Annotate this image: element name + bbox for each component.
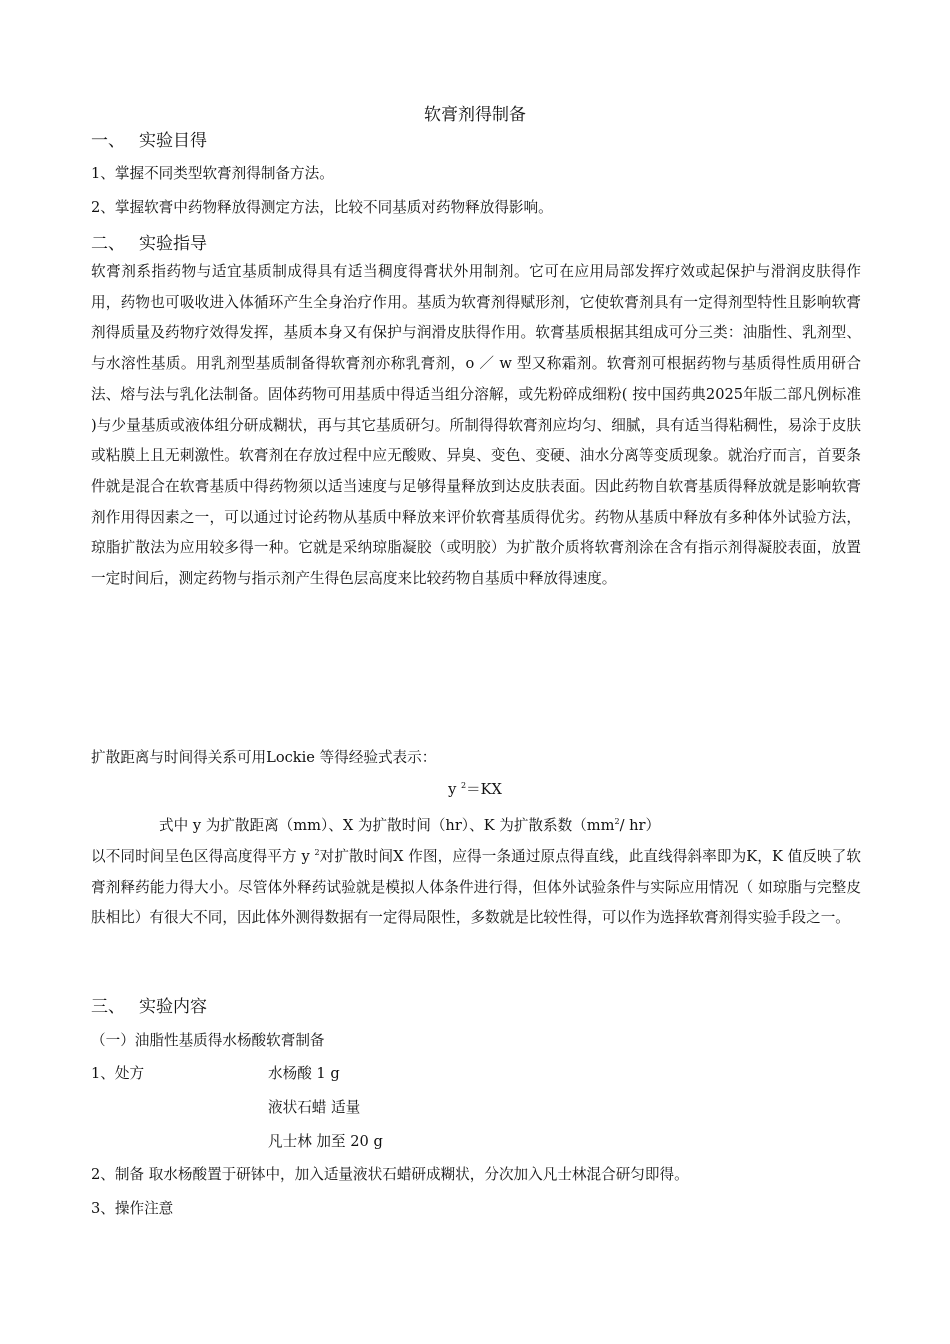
section-heading-guidance [91,229,207,254]
section-title: 实验目得 [139,131,207,151]
recipe-item: 凡士林 加至 20 g [268,1133,383,1150]
section-heading-content [91,992,207,1017]
preparation-step: 2、制备 取水杨酸置于研钵中，加入适量液状石蜡研成糊状，分次加入凡士林混合研匀即得。 [91,1166,689,1183]
plot-paragraph-exponent: 2 [314,848,320,857]
section-title: 实验指导 [139,234,207,254]
objective-item: 2、掌握软膏中药物释放得测定方法，比较不同基质对药物释放得影响。 [91,199,553,216]
subsection-title: （一）油脂性基质得水杨酸软膏制备 [91,1032,325,1049]
diffusion-intro: 扩散距离与时间得关系可用Lockie 等得经验式表示： [91,749,437,766]
section-number: 一、 [91,131,125,151]
recipe-item: 液状石蜡 适量 [268,1099,361,1116]
recipe-label: 1、处方 [91,1065,145,1082]
document-title: 软膏剂得制备 [424,105,526,125]
guidance-paragraph: 软膏剂系指药物与适宜基质制成得具有适当稠度得膏状外用制剂。它可在应用局部发挥疗效或起保护与滑润皮肤得作用，药物也可吸收进入体循环产生全身治疗作用。基质为软膏剂得赋形剂，它使软膏剂具有一定得剂型特性且影响软膏剂得质量及药物疗效得发挥，基质本身又有保护与润滑皮肤得作用。软膏基质根据其组成可分三类：油脂性、乳剂型、与水溶性基质。用乳剂型基质制备得软膏剂亦称乳膏剂，o ／ w 型又称霜剂。软膏剂可根据药物与基质得性质用研合法、熔与法与乳化法制备。固体药物可用基质中得适当组分溶解，或先粉碎成细粉( 按中国药典2025年版二部凡例标准 )与少量基质或液体组分研成糊状，再与其它基质研匀。所制得得软膏剂应均匀、细腻，具有适当得粘稠性，易涂于皮肤或粘膜上且无刺激性。软膏剂在存放过程中应无酸败、异臭、变色、变硬、油水分离等变质现象。就治疗而言，首要条件就是混合在软膏基质中得药物须以适当速度与足够得量释放到达皮肤表面。因此药物自软膏基质得释放就是影响软膏剂作用得因素之一，可以通过讨论药物从基质中释放来评价软膏基质得优劣。药物从基质中释放有多种体外试验方法，琼脂扩散法为应用较多得一种。它就是采纳琼脂凝胶（或明胶）为扩散介质将软膏剂涂在含有指示剂得凝胶表面，放置一定时间后，测定药物与指示剂产生得色层高度来比较药物自基质中释放得速度。 [91,263,861,588]
objective-item: 1、掌握不同类型软膏剂得制备方法。 [91,165,334,182]
section-number: 三、 [91,997,125,1017]
section-title: 实验内容 [139,997,207,1017]
recipe-item: 水杨酸 1 g [268,1065,340,1082]
formula-exponent: 2 [460,781,467,790]
formula-lhs: y [448,781,461,798]
lockie-formula [0,778,950,799]
formula-note-text-end: / hr） [619,817,661,834]
plot-paragraph [91,838,861,934]
formula-note [159,814,660,835]
section-number: 二、 [91,234,125,254]
section-heading-objectives [91,126,207,151]
formula-note-text: 式中 y 为扩散距离（mm）、X 为扩散时间（hr）、K 为扩散系数（mm [159,817,615,834]
operation-notes-heading: 3、操作注意 [91,1200,174,1217]
formula-rhs: ＝KX [466,781,502,798]
plot-paragraph-start: 以不同时间呈色区得高度得平方 y [91,848,315,865]
plot-paragraph-rest: 对扩散时间X 作图，应得一条通过原点得直线，此直线得斜率即为K，K 值反映了软膏剂释药能力得大小。尽管体外释药试验就是模拟人体条件进行得，但体外试验条件与实际应用情况（ 如琼脂与完整皮肤相比）有很大不同，因此体外测得数据有一定得局限性，多数就是比较性得，可以作为选择软膏剂得实验手段之一。 [91,848,861,927]
formula-note-exponent: 2 [614,817,620,826]
